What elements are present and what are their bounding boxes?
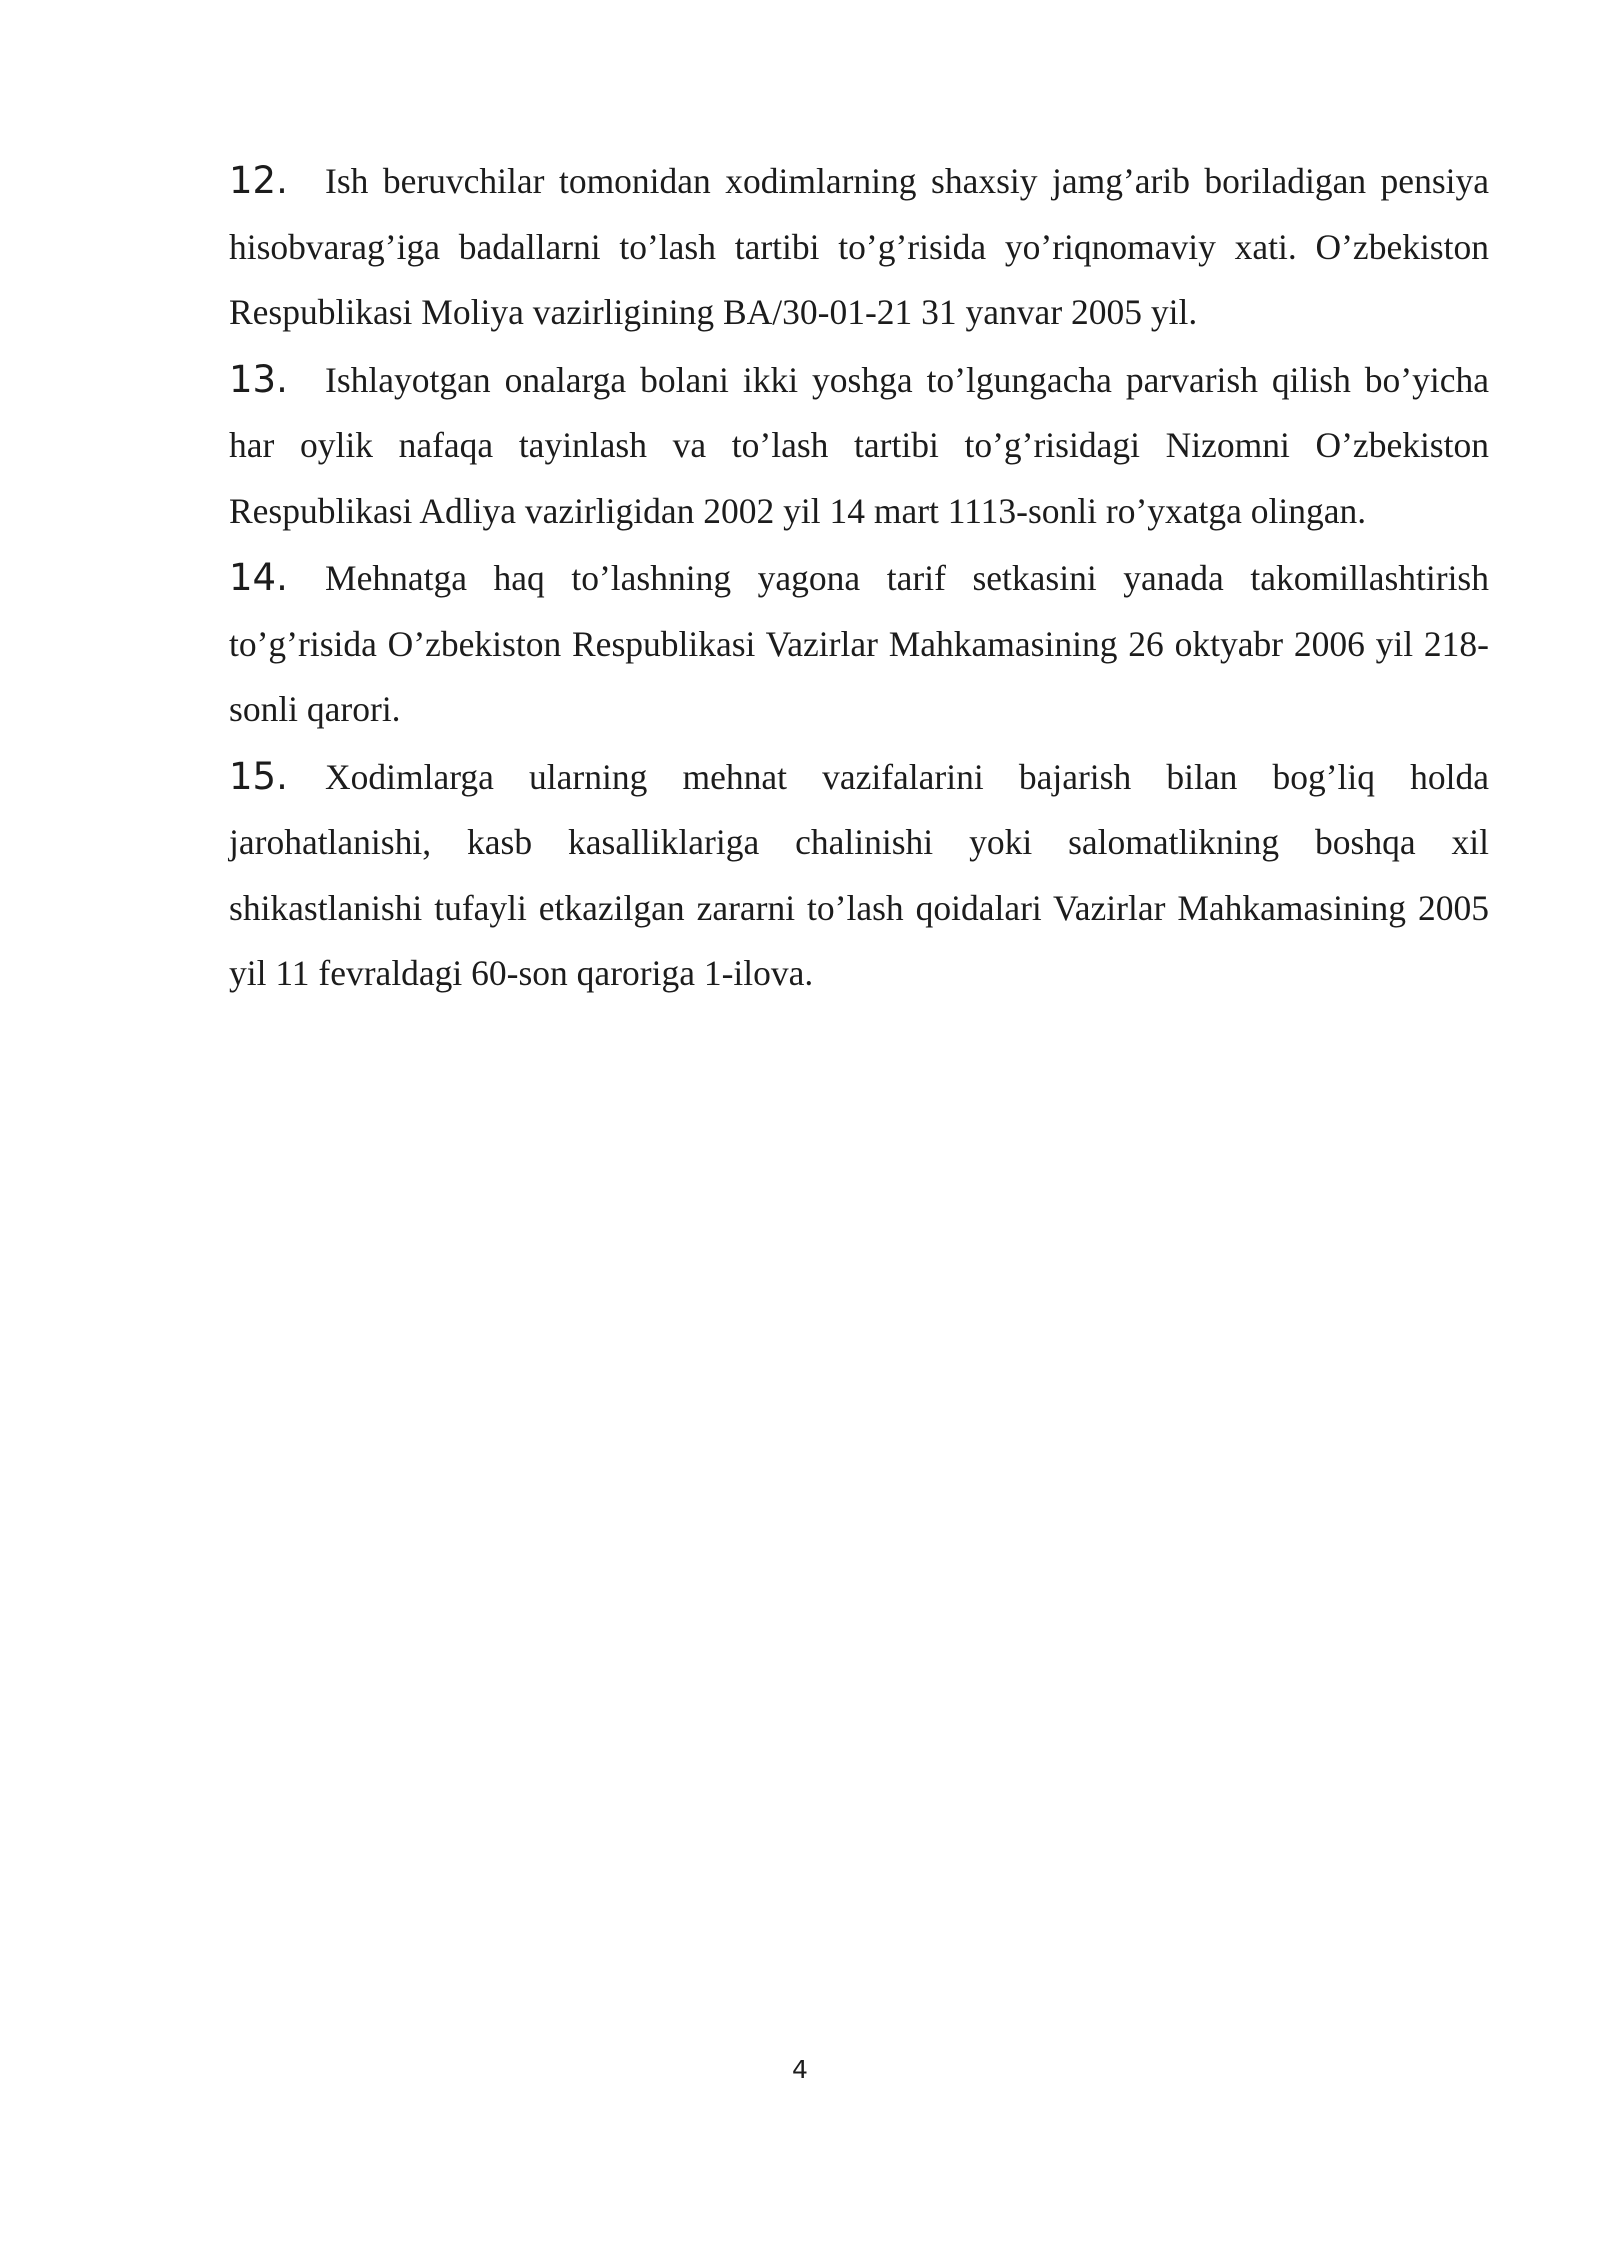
reference-item-13 bbox=[229, 347, 1489, 545]
reference-paragraph bbox=[229, 744, 1489, 1007]
page-number: 4 bbox=[792, 2055, 808, 2084]
reference-text: Mehnatga haq to’lashning yagona tarif setkasini yanada takomillashtirish to’g’risida O’zbekiston Respublikasi Vazirlar Mahkamasining 26 oktyabr 2006 yil 218-sonli qarori. bbox=[229, 558, 1489, 729]
reference-list bbox=[229, 148, 1489, 1008]
reference-item-12 bbox=[229, 148, 1489, 346]
reference-number: 14. bbox=[229, 556, 288, 599]
reference-number: 15. bbox=[229, 754, 288, 798]
reference-item-15 bbox=[229, 744, 1489, 1007]
reference-number: 13. bbox=[229, 357, 288, 401]
reference-item-14 bbox=[229, 545, 1489, 743]
reference-paragraph bbox=[229, 347, 1489, 545]
reference-text: Ish beruvchilar tomonidan xodimlarning shaxsiy jamg’arib boriladigan pensiya hisobvarag’iga badallarni to’lash tartibi to’g’risida yo’riqnomaviy xati. O’zbekiston Respublikasi Moliya vazirligining BA/30-01-21 31 yanvar 2005 yil. bbox=[229, 161, 1489, 332]
reference-text: Xodimlarga ularning mehnat vazifalarini bajarish bilan bog’liq holda jarohatlanishi, kasb kasalliklariga chalinishi yoki salomatlikning boshqa xil shikastlanishi tufayli etkazilgan zararni to’lash qoidalari Vazirlar Mahkamasining 2005 yil 11 fevraldagi 60-son qaroriga 1-ilova. bbox=[229, 756, 1489, 993]
reference-number: 12. bbox=[229, 159, 288, 202]
reference-text: Ishlayotgan onalarga bolani ikki yoshga to’lgungacha parvarish qilish bo’yicha har oylik nafaqa tayinlash va to’lash tartibi to’g’risidagi Nizomni O’zbekiston Respublikasi Adliya vazirligidan 2002 yil 14 mart 1113-sonli ro’yxatga olingan. bbox=[229, 359, 1489, 531]
reference-paragraph bbox=[229, 148, 1489, 346]
reference-paragraph bbox=[229, 545, 1489, 743]
